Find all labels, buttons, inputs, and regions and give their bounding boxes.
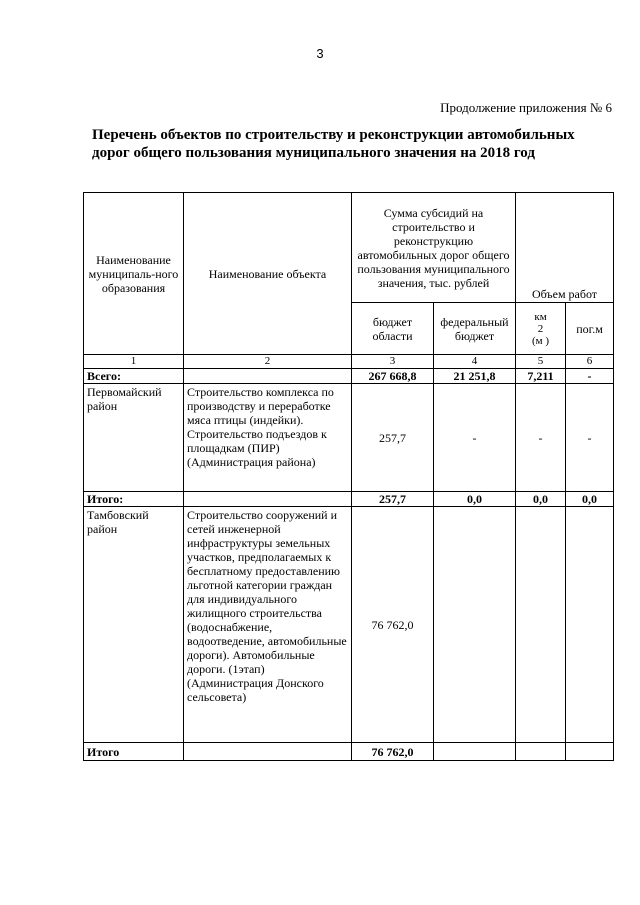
federal-cell (434, 507, 516, 743)
header-work-volume: Объем работ (516, 193, 614, 303)
column-numbers-row (84, 355, 614, 369)
km-cell: - (516, 384, 566, 492)
object-cell: Строительство комплекса по производству и переработке мяса птицы (индейки). Строительство подъездов к площадкам (ПИР) (Администрация района) (184, 384, 352, 492)
section-total-federal: 0,0 (434, 492, 516, 507)
header-linear-m: пог.м (566, 303, 614, 355)
section-total-regional: 257,7 (352, 492, 434, 507)
km-cell (516, 507, 566, 743)
header-row-1 (84, 193, 614, 303)
municipality-cell: Первомайский район (84, 384, 184, 492)
section-total-empty (184, 492, 352, 507)
section-total-linear-m (566, 743, 614, 761)
section-total-row (84, 743, 614, 761)
section-total-label: Итого (84, 743, 184, 761)
grand-total-empty (184, 369, 352, 384)
header-regional-budget: бюджет области (352, 303, 434, 355)
section-total-linear-m: 0,0 (566, 492, 614, 507)
header-municipality: Наименование муниципаль-ного образования (84, 193, 184, 355)
municipality-cell: Тамбовский район (84, 507, 184, 743)
document-title: Перечень объектов по строительству и реконструкции автомобильных дорог общего пользования муниципального значения на 2018 год (92, 127, 575, 161)
linear-m-cell: - (566, 384, 614, 492)
grand-total-km: 7,211 (516, 369, 566, 384)
section-total-regional: 76 762,0 (352, 743, 434, 761)
grand-total-linear-m: - (566, 369, 614, 384)
appendix-note: Продолжение приложения № 6 (440, 100, 612, 115)
section-total-label: Итого: (84, 492, 184, 507)
header-km-m: (м ) (531, 334, 550, 347)
section-total-km: 0,0 (516, 492, 566, 507)
header-km-unit: км (534, 310, 547, 323)
section-total-km (516, 743, 566, 761)
section-total-row (84, 492, 614, 507)
grand-total-federal: 21 251,8 (434, 369, 516, 384)
header-object-name: Наименование объекта (184, 193, 352, 355)
regional-cell: 76 762,0 (352, 507, 434, 743)
section-total-federal (434, 743, 516, 761)
column-number: 3 (352, 355, 434, 369)
header-km-superscript: 2 (537, 322, 544, 335)
section-row-tambovsky (84, 507, 614, 743)
column-number: 1 (84, 355, 184, 369)
federal-cell: - (434, 384, 516, 492)
linear-m-cell (566, 507, 614, 743)
page-number: 3 (316, 46, 324, 61)
section-row-pervomaysky (84, 384, 614, 492)
object-cell: Строительство сооружений и сетей инженерной инфраструктуры земельных участков, предполагаемых к бесплатному предоставлению льготной категории граждан для индивидуального жилищного строительства (водоснабжение, водоотведение, автомобильные дороги). Автомобильные дороги. (1этап) (Администрация Донского сельсовета) (184, 507, 352, 743)
grand-total-regional: 267 668,8 (352, 369, 434, 384)
column-number: 2 (184, 355, 352, 369)
objects-table (83, 192, 614, 761)
column-number: 6 (566, 355, 614, 369)
grand-total-label: Всего: (84, 369, 184, 384)
regional-cell: 257,7 (352, 384, 434, 492)
column-number: 4 (434, 355, 516, 369)
grand-total-row (84, 369, 614, 384)
column-number: 5 (516, 355, 566, 369)
section-total-empty (184, 743, 352, 761)
header-km (516, 303, 566, 355)
header-federal-budget: федеральный бюджет (434, 303, 516, 355)
header-subsidy-sum: Сумма субсидий на строительство и реконструкцию автомобильных дорог общего пользования муниципального значения, тыс. рублей (352, 193, 516, 303)
